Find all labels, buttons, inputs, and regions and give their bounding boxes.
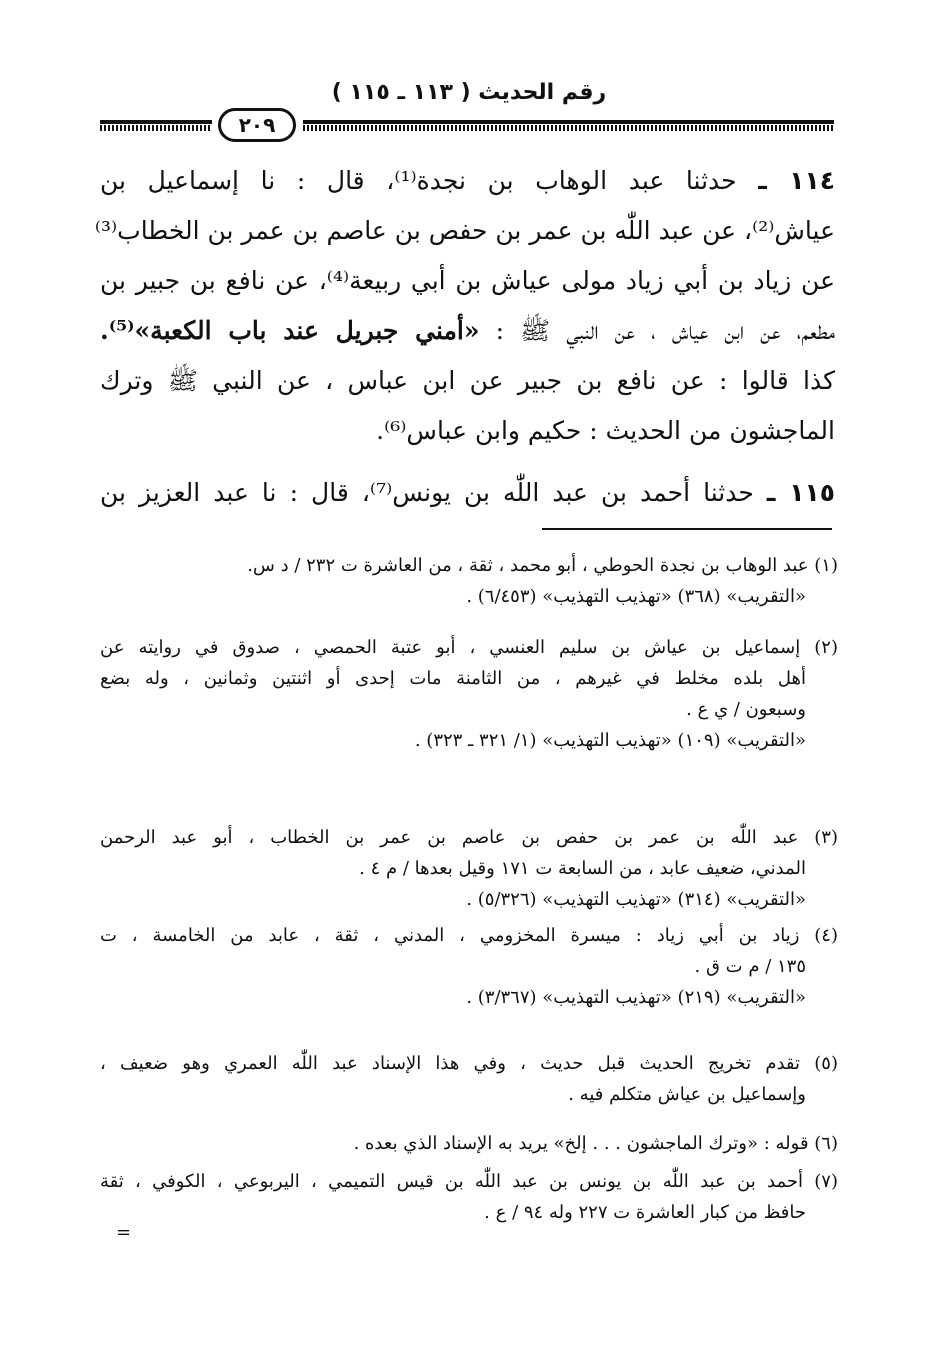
header-rule-right: [303, 118, 834, 132]
footnote-line: أهل بلده مخلط في غيرهم ، من الثامنة مات إحدى أو اثنتين وثمانين ، وله بضع: [100, 668, 806, 689]
footnote-4: [100, 920, 838, 1013]
footnote-line: وسبعون / ي ع .: [686, 699, 806, 720]
header-rule-left: [100, 118, 212, 132]
footnote-line: «التقريب» (٣٦٨) «تهذيب التهذيب» (٦/٤٥٣) .: [466, 586, 806, 607]
hadith-114-line-2: عياش⁽²⁾، عن عبد اللّٰه بن عمر بن حفص بن عاصم بن عمر بن الخطاب⁽³⁾: [94, 216, 835, 245]
footnote-line: (٦) قوله : «وترك الماجشون . . . إلخ» يريد به الإسناد الذي بعده .: [353, 1133, 838, 1154]
footnote-line: «التقريب» (١٠٩) «تهذيب التهذيب» (١/ ٣٢١ ـ ٣٢٣) .: [414, 730, 806, 751]
continuation-mark: =: [116, 1222, 132, 1243]
footnote-line: وإسماعيل بن عياش متكلم فيه .: [568, 1084, 806, 1105]
hadith-114-line-6: الماجشون من الحديث : حكيم وابن عباس⁽⁶⁾.: [376, 416, 835, 445]
footnote-3: [100, 822, 838, 915]
footnote-1: [100, 550, 838, 612]
hadith-quote: «أمني جبريل عند باب الكعبة»⁽⁵⁾.: [100, 316, 480, 345]
hadith-114-line-3: عن زياد بن أبي زياد مولى عياش بن أبي ربيعة⁽⁴⁾، عن نافع بن جبير بن: [100, 266, 835, 295]
footnote-line: (٢) إسماعيل بن عياش بن سليم العنسي ، أبو عتبة الحمصي ، صدوق في روايته عن: [100, 637, 838, 658]
hadith-114-line-4: مطعم، عن ابن عياش ، عن النبي ﷺ : «أمني جبريل عند باب الكعبة»⁽⁵⁾.: [100, 316, 836, 345]
hadith-115: [100, 468, 835, 518]
hadith-number: ١١٤ ـ: [758, 166, 836, 195]
footnote-line: حافظ من كبار العاشرة ت ٢٢٧ وله ٩٤ / ع .: [484, 1202, 806, 1223]
hadith-114-line-5: كذا قالوا : عن نافع بن جبير عن ابن عباس ، عن النبي ﷺ وترك: [100, 366, 835, 395]
hadith-115-line-1: ١١٥ ـ حدثنا أحمد بن عبد اللّٰه بن يونس⁽⁷⁾، قال : نا عبد العزيز بن: [100, 478, 836, 507]
footnote-line: (٧) أحمد بن عبد اللّٰه بن يونس بن عبد اللّٰه بن قيس التميمي ، اليربوعي ، الكوفي ، ثقة: [100, 1171, 838, 1192]
footnote-line: المدني، ضعيف عابد ، من السابعة ت ١٧١ وقيل بعدها / م ٤ .: [359, 858, 806, 879]
footnote-line: (١) عبد الوهاب بن نجدة الحوطي ، أبو محمد ، ثقة ، من العاشرة ت ٢٣٢ / د س.: [247, 555, 838, 576]
footnote-6: [100, 1128, 838, 1159]
footnote-line: ١٣٥ / م ت ق .: [694, 956, 806, 977]
footnote-separator: [542, 528, 832, 530]
footnote-2: [100, 632, 838, 756]
page-number: ٢٠٩: [218, 108, 296, 142]
hadith-number: ١١٥ ـ: [766, 478, 836, 507]
footnote-line: (٥) تقدم تخريج الحديث قبل حديث ، وفي هذا الإسناد عبد اللّٰه العمري وهو ضعيف ،: [100, 1053, 838, 1074]
footnote-line: (٣) عبد اللّٰه بن عمر بن حفص بن عاصم بن عمر بن الخطاب ، أبو عبد الرحمن: [100, 827, 838, 848]
hadith-114-line-1: ١١٤ ـ حدثنا عبد الوهاب بن نجدة⁽¹⁾، قال : نا إسماعيل بن: [100, 166, 836, 195]
footnote-7: [100, 1166, 838, 1228]
footnote-5: [100, 1048, 838, 1110]
page-header-title: رقم الحديث ( ١١٣ ـ ١١٥ ): [331, 80, 607, 105]
footnote-line: (٤) زياد بن أبي زياد : ميسرة المخزومي ، المدني ، ثقة ، عابد من الخامسة ، ت: [100, 925, 838, 946]
hadith-114: [94, 156, 836, 456]
footnote-line: «التقريب» (٣١٤) «تهذيب التهذيب» (٥/٣٢٦) .: [466, 889, 806, 910]
footnote-line: «التقريب» (٢١٩) «تهذيب التهذيب» (٣/٣٦٧) .: [466, 987, 806, 1008]
